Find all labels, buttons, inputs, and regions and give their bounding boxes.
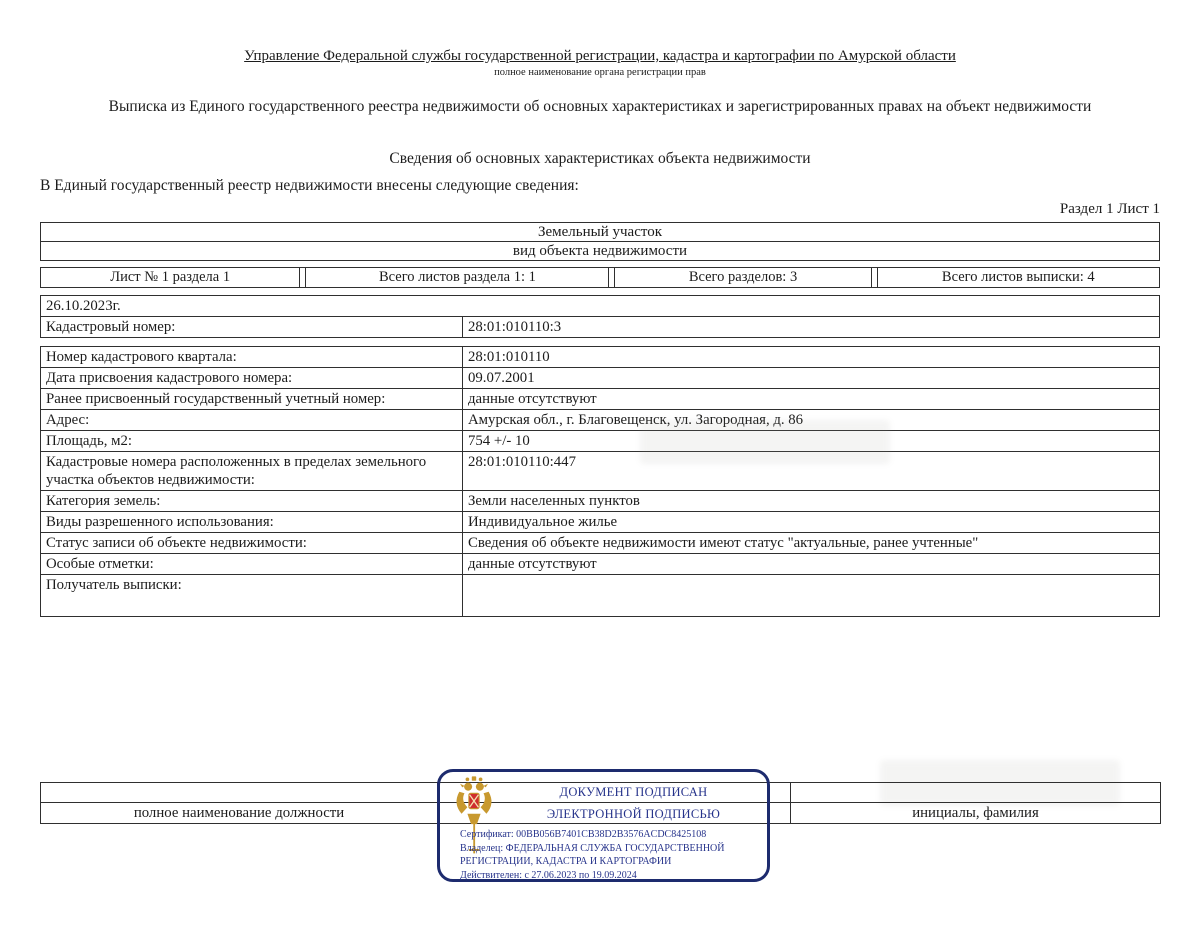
table-row — [41, 430, 1160, 451]
table-row — [41, 409, 1160, 430]
object-type-value: Земельный участок — [40, 222, 1160, 242]
table-row — [41, 490, 1160, 511]
table-row — [41, 346, 1160, 367]
detail-label: Площадь, м2: — [41, 430, 463, 451]
intro-line: В Единый государственный реестр недвижимости внесены следующие сведения: — [40, 177, 579, 194]
details-table — [40, 346, 1160, 617]
table-row — [41, 451, 1160, 490]
table-row — [41, 511, 1160, 532]
detail-label: Дата присвоения кадастрового номера: — [41, 367, 463, 388]
detail-value: Земли населенных пунктов — [463, 490, 1160, 511]
table-row — [41, 367, 1160, 388]
table-row — [41, 574, 1160, 616]
extract-date: 26.10.2023г. — [41, 295, 1160, 316]
date-cadastral-table — [40, 295, 1160, 338]
sheet-info-row — [40, 267, 1160, 288]
stamp-certificate: Сертификат: 00BB056B7401CB38D2B3576ACDC8425108 — [460, 829, 707, 840]
table-row — [41, 388, 1160, 409]
detail-value: Индивидуальное жилье — [463, 511, 1160, 532]
position-caption: полное наименование должности — [41, 803, 438, 824]
detail-value — [463, 574, 1160, 616]
detail-value: Сведения об объекте недвижимости имеют статус "актуальные, ранее учтенные" — [463, 532, 1160, 553]
object-type-caption: вид объекта недвижимости — [40, 241, 1160, 261]
detail-label: Виды разрешенного использования: — [41, 511, 463, 532]
stamp-certificate-block — [460, 828, 761, 882]
document-title: Выписка из Единого государственного реестра недвижимости об основных характеристиках и зарегистрированных правах на объект недвижимости — [108, 98, 1092, 115]
org-caption: полное наименование органа регистрации прав — [494, 67, 706, 78]
detail-value: 28:01:010110:447 — [463, 451, 1160, 490]
signature-empty-cell — [791, 783, 1161, 803]
stamp-owner-line1: Владелец: ФЕДЕРАЛЬНАЯ СЛУЖБА ГОСУДАРСТВЕННОЙ — [460, 842, 725, 854]
detail-label: Особые отметки: — [41, 553, 463, 574]
detail-value: данные отсутствуют — [463, 388, 1160, 409]
table-row — [41, 532, 1160, 553]
electronic-signature-stamp — [437, 769, 770, 882]
section-sheet-label: Раздел 1 Лист 1 — [1059, 201, 1160, 217]
detail-label: Категория земель: — [41, 490, 463, 511]
stamp-validity: Действителен: с 27.06.2023 по 19.09.2024 — [460, 869, 637, 881]
detail-label: Адрес: — [41, 409, 463, 430]
detail-label: Получатель выписки: — [41, 574, 463, 616]
detail-label: Статус записи об объекте недвижимости: — [41, 532, 463, 553]
detail-value: 754 +/- 10 — [463, 430, 1160, 451]
detail-value: данные отсутствуют — [463, 553, 1160, 574]
sheet-info-cell: Лист № 1 раздела 1 — [41, 268, 300, 287]
detail-value: Амурская обл., г. Благовещенск, ул. Загородная, д. 86 — [463, 409, 1160, 430]
signature-empty-cell — [41, 783, 438, 803]
detail-label: Кадастровые номера расположенных в пределах земельного участка объектов недвижимости: — [41, 451, 463, 490]
stamp-owner-line2: РЕГИСТРАЦИИ, КАДАСТРА И КАРТОГРАФИИ — [460, 856, 672, 867]
sheet-info-cell: Всего листов выписки: 4 — [877, 268, 1159, 287]
detail-value: 28:01:010110 — [463, 346, 1160, 367]
cadastral-number-value: 28:01:010110:3 — [463, 316, 1160, 337]
sheet-info-cell: Всего разделов: 3 — [614, 268, 871, 287]
stamp-title-line2: ЭЛЕКТРОННОЙ ПОДПИСЬЮ — [546, 807, 721, 821]
object-type-block — [40, 222, 1160, 261]
section-title: Сведения об основных характеристиках объекта недвижимости — [389, 150, 811, 167]
cadastral-number-label: Кадастровый номер: — [41, 316, 463, 337]
sheet-info-cell: Всего листов раздела 1: 1 — [305, 268, 609, 287]
scan-watermark-smudge — [640, 420, 890, 464]
detail-label: Номер кадастрового квартала: — [41, 346, 463, 367]
detail-value: 09.07.2001 — [463, 367, 1160, 388]
detail-label: Ранее присвоенный государственный учетный номер: — [41, 388, 463, 409]
table-row — [41, 553, 1160, 574]
stamp-title-line1: ДОКУМЕНТ ПОДПИСАН — [559, 785, 708, 799]
table-row — [41, 316, 1160, 337]
table-row — [41, 295, 1160, 316]
org-title: Управление Федеральной службы государственной регистрации, кадастра и картографии по Амурской области — [244, 48, 956, 64]
name-caption: инициалы, фамилия — [791, 803, 1161, 824]
